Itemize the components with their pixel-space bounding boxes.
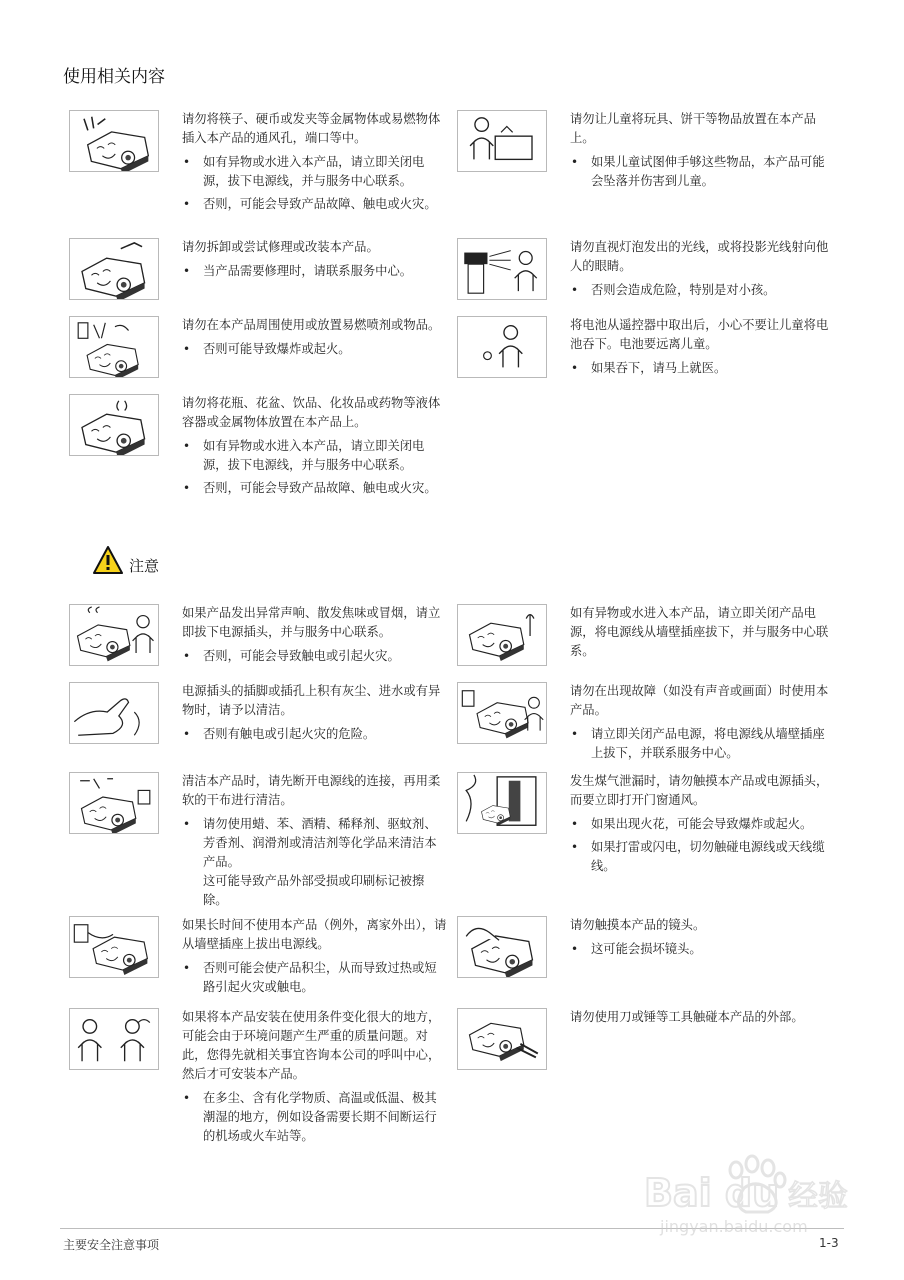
item-bullet	[182, 725, 448, 744]
item-text-block	[182, 316, 448, 359]
item-bullet-text: 当产品需要修理时，请联系服务中心。	[203, 264, 413, 278]
item-main-text: 请勿使用刀或锤等工具触碰本产品的外部。	[570, 1010, 804, 1024]
child-light-beam-icon	[457, 238, 547, 300]
item-bullet	[570, 359, 836, 378]
projector-repair-icon	[69, 238, 159, 300]
item-main-text: 发生煤气泄漏时，请勿触摸本产品或电源插头，而要立即打开门窗通风。	[570, 774, 829, 807]
item-main-text: 请勿触摸本产品的镜头。	[570, 918, 706, 932]
item-text-block	[570, 316, 836, 378]
item-text-block	[182, 682, 448, 744]
svg-text:Bai du: Bai du	[644, 1171, 780, 1215]
item-text-block	[182, 1008, 448, 1146]
item-bullet-list	[570, 281, 836, 300]
item-bullet-list	[570, 940, 836, 959]
item-main-text: 电源插头的插脚或插孔上积有灰尘、进水或有异物时，请予以清洁。	[182, 684, 441, 717]
safety-item-liquid-containers	[63, 394, 447, 544]
item-bullet-list	[570, 725, 836, 763]
item-main-text: 如果长时间不使用本产品（例外，离家外出），请从墙壁插座上拔出电源线。	[182, 918, 447, 951]
item-bullet-list	[182, 725, 448, 744]
flammable-spray-icon	[69, 316, 159, 378]
item-bullet	[570, 153, 836, 191]
item-bullet-text: 否则，可能会导致产品故障、触电或火灾。	[203, 481, 437, 495]
item-bullet-text: 如有异物或水进入本产品，请立即关闭电源，拔下电源线，并与服务中心联系。	[203, 155, 425, 188]
safety-item-sharp-tools	[451, 1008, 835, 1158]
item-main-text: 请勿直视灯泡发出的光线，或将投影光线射向他人的眼睛。	[570, 240, 829, 273]
item-bullet-list	[182, 262, 448, 281]
gas-leak-window-icon	[457, 772, 547, 834]
item-bullet-list	[182, 647, 448, 666]
item-main-text: 请勿拆卸或尝试修理或改装本产品。	[182, 240, 379, 254]
item-bullet-list	[570, 153, 836, 191]
baidu-watermark	[640, 1148, 850, 1238]
item-main-text: 请勿在本产品周围使用或放置易燃喷剂或物品。	[182, 318, 441, 332]
projector-malfunction-icon	[457, 682, 547, 744]
item-bullet	[182, 437, 448, 475]
item-bullet	[182, 153, 448, 191]
baidu-logo-icon	[640, 1148, 850, 1238]
child-climbing-projector-icon	[457, 110, 547, 172]
item-bullet-text: 这可能会损坏镜头。	[591, 942, 702, 956]
page-title: 使用相关内容	[63, 67, 165, 87]
item-bullet	[570, 725, 836, 763]
item-bullet-text: 如果儿童试图伸手够这些物品，本产品可能会坠落并伤害到儿童。	[591, 155, 825, 188]
item-main-text: 清洁本产品时，请先断开电源线的连接，再用柔软的干布进行清洁。	[182, 774, 441, 807]
item-bullet	[182, 647, 448, 666]
item-main-text: 请勿将花瓶、花盆、饮品、化妆品或药物等液体容器或金属物体放置在本产品上。	[182, 396, 441, 429]
caution-label: 注意	[129, 557, 160, 575]
projector-water-icon	[457, 604, 547, 666]
safety-item-gas-leak	[451, 772, 835, 922]
item-bullet-text: 否则会造成危险，特别是对小孩。	[591, 283, 776, 297]
item-bullet-text: 否则可能导致爆炸或起火。	[203, 342, 351, 356]
item-bullet-note: 这可能导致产品外部受损或印刷标记被擦除。	[203, 874, 425, 907]
item-text-block	[182, 110, 448, 214]
item-bullet-list	[570, 815, 836, 876]
projector-smoke-icon	[69, 604, 159, 666]
item-bullet-text: 如果打雷或闪电，切勿触碰电源线或天线缆线。	[591, 840, 825, 873]
item-text-block	[570, 916, 836, 959]
item-main-text: 如果将本产品安装在使用条件变化很大的地方，可能会由于环境问题产生严重的质量问题。对此，您得先就相关事宜咨询本公司的呼叫中心，然后才可安装本产品。	[182, 1010, 441, 1081]
item-bullet-text: 如有异物或水进入本产品，请立即关闭电源，拔下电源线，并与服务中心联系。	[203, 439, 425, 472]
hand-plug-icon	[69, 682, 159, 744]
item-text-block	[570, 772, 836, 876]
item-bullet-list	[182, 959, 448, 997]
warning-triangle-icon	[93, 546, 123, 574]
item-bullet-text: 在多尘、含有化学物质、高温或低温、极其潮湿的地方，例如设备需要长期不间断运行的机场或火车站等。	[203, 1091, 437, 1143]
item-main-text: 请勿在出现故障（如没有声音或画面）时使用本产品。	[570, 684, 829, 717]
safety-item-battery-swallow	[451, 316, 835, 466]
hand-lens-icon	[457, 916, 547, 978]
item-bullet-text: 如果吞下，请马上就医。	[591, 361, 727, 375]
item-bullet-text: 否则，可能会导致产品故障、触电或火灾。	[203, 197, 437, 211]
svg-text:经验: 经验	[788, 1179, 848, 1214]
projector-vase-icon	[69, 394, 159, 456]
item-text-block	[570, 110, 836, 191]
item-bullet-text: 如果出现火花，可能会导致爆炸或起火。	[591, 817, 813, 831]
page-number: 1-3	[819, 1236, 839, 1250]
item-text-block	[182, 238, 448, 281]
item-bullet	[182, 340, 448, 359]
item-bullet	[182, 959, 448, 997]
item-text-block	[570, 604, 836, 661]
item-text-block	[570, 682, 836, 763]
item-text-block	[570, 1008, 836, 1027]
projector-knife-icon	[457, 1008, 547, 1070]
item-bullet	[570, 838, 836, 876]
item-bullet-list	[182, 437, 448, 498]
item-bullet	[182, 195, 448, 214]
safety-item-cleaning	[63, 772, 447, 922]
item-text-block	[570, 238, 836, 300]
svg-text:jingyan.baidu.com: jingyan.baidu.com	[660, 1217, 808, 1236]
item-text-block	[182, 394, 448, 498]
safety-item-special-environment	[63, 1008, 447, 1158]
item-bullet-list	[182, 340, 448, 359]
item-main-text: 如有异物或水进入本产品，请立即关闭产品电源，将电源线从墙壁插座拔下，并与服务中心联系。	[570, 606, 829, 658]
item-bullet-text: 否则，可能会导致触电或引起火灾。	[203, 649, 400, 663]
item-bullet	[570, 281, 836, 300]
item-main-text: 如果产品发出异常声响、散发焦味或冒烟，请立即拔下电源插头，并与服务中心联系。	[182, 606, 441, 639]
projector-unplug-icon	[69, 916, 159, 978]
item-main-text: 请勿让儿童将玩具、饼干等物品放置在本产品上。	[570, 112, 816, 145]
baby-battery-icon	[457, 316, 547, 378]
service-call-icon	[69, 1008, 159, 1070]
item-main-text: 请勿将筷子、硬币或发夹等金属物体或易燃物体插入本产品的通风孔，端口等中。	[182, 112, 441, 145]
item-main-text: 将电池从遥控器中取出后，小心不要让儿童将电池吞下。电池要远离儿童。	[570, 318, 829, 351]
item-text-block	[182, 604, 448, 666]
item-bullet	[182, 262, 448, 281]
item-bullet	[570, 940, 836, 959]
item-bullet-list	[182, 815, 448, 910]
item-bullet-text: 否则有触电或引起火灾的危险。	[203, 727, 376, 741]
item-bullet	[570, 815, 836, 834]
item-text-block	[182, 916, 448, 997]
item-bullet-text: 请立即关闭产品电源，将电源线从墙壁插座上拔下，并联系服务中心。	[591, 727, 825, 760]
item-text-block	[182, 772, 448, 910]
item-bullet-list	[182, 1089, 448, 1146]
item-bullet-text: 请勿使用蜡、苯、酒精、稀释剂、驱蚊剂、芳香剂、润滑剂或清洁剂等化学品来清洁本产品。	[203, 817, 437, 869]
item-bullet	[182, 1089, 448, 1146]
item-bullet-list	[182, 153, 448, 214]
item-bullet-list	[570, 359, 836, 378]
item-bullet	[182, 815, 448, 910]
projector-cleaning-icon	[69, 772, 159, 834]
footer-title: 主要安全注意事项	[63, 1238, 160, 1252]
item-bullet	[182, 479, 448, 498]
projector-metal-objects-icon	[69, 110, 159, 172]
item-bullet-text: 否则可能会使产品积尘，从而导致过热或短路引起火灾或触电。	[203, 961, 437, 994]
